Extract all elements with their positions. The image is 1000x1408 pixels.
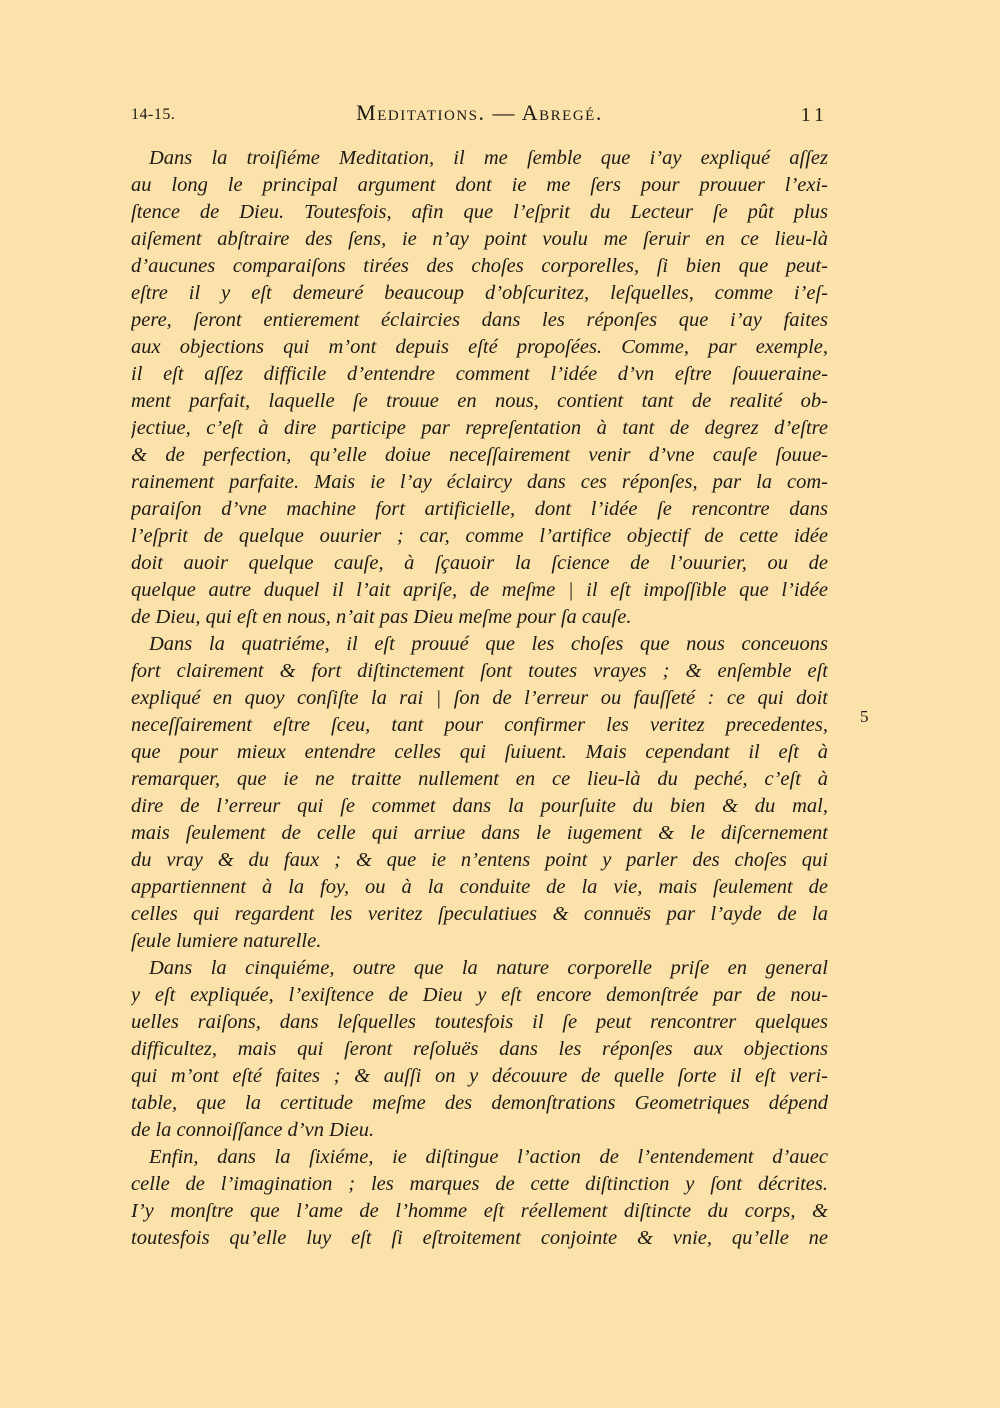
text-line: celles qui regardent les veritez ſpeculatiues & connuës par l’ayde de la <box>131 903 828 925</box>
page-range: 14-15. <box>131 106 176 123</box>
running-title: Meditations. — Abregé. <box>356 100 603 125</box>
text-line: doit auoir quelque cauſe, à ſçauoir la ſcience de l’ouurier, ou de <box>131 552 828 574</box>
text-line: remarquer, que ie ne traitte nullement en ce lieu-là du peché, c’eſt à <box>131 768 828 790</box>
text-line: il eſt aſſez difficile d’entendre comment l’idée d’vn eſtre ſouueraine- <box>131 363 828 385</box>
text-line: rainement parfaite. Mais ie l’ay éclaircy dans ces réponſes, par la com- <box>131 471 828 493</box>
text-line: pere, ſeront entierement éclaircies dans les réponſes que i’ay faites <box>131 309 828 331</box>
text-line: quelque autre duquel il l’ait apriſe, de meſme | il eſt impoſſible que l’idée <box>131 579 828 601</box>
page-number: 11 <box>800 104 828 126</box>
text-line: toutesfois qu’elle luy eſt ſi eſtroitement conjointe & vnie, qu’elle ne <box>131 1227 828 1249</box>
text-line: Enfin, dans la ſixiéme, ie diſtingue l’action de l’entendement d’auec <box>149 1146 828 1168</box>
text-line: difficultez, mais qui ſeront reſoluës dans les réponſes aux objections <box>131 1038 828 1060</box>
text-line: Dans la troiſiéme Meditation, il me ſemble que i’ay expliqué aſſez <box>149 147 828 169</box>
text-line: fort clairement & fort diſtinctement ſont toutes vrayes ; & enſemble eſt <box>131 660 828 682</box>
text-line: table, que la certitude meſme des demonſtrations Geometriques dépend <box>131 1092 828 1114</box>
text-line: l’eſprit de quelque ouurier ; car, comme l’artifice objectif de cette idée <box>131 525 828 547</box>
text-line: Dans la quatriéme, il eſt prouué que les choſes que nous conceuons <box>149 633 828 655</box>
text-line: que pour mieux entendre celles qui ſuiuent. Mais cependant il eſt à <box>131 741 828 763</box>
text-line: dire de l’erreur qui ſe commet dans la pourſuite du bien & du mal, <box>131 795 828 817</box>
body-text <box>131 145 828 1252</box>
text-line: de la connoiſſance d’vn Dieu. <box>131 1119 375 1141</box>
text-line: d’aucunes comparaiſons tirées des choſes corporelles, ſi bien que peut- <box>131 255 828 277</box>
text-line: & de perfection, qu’elle doiue neceſſairement venir d’vne cauſe ſouue- <box>131 444 828 466</box>
margin-line-number: 5 <box>860 707 869 726</box>
text-line: aux objections qui m’ont depuis eſté propoſées. Comme, par exemple, <box>131 336 828 358</box>
text-line: qui m’ont eſté faites ; & auſſi on y découure de quelle ſorte il eſt veri- <box>131 1065 828 1087</box>
text-line: paraiſon d’vne machine fort artificielle, dont l’idée ſe rencontre dans <box>131 498 828 520</box>
text-line: I’y monſtre que l’ame de l’homme eſt réellement diſtincte du corps, & <box>131 1200 828 1222</box>
text-line: ment parfait, laquelle ſe trouue en nous, contient tant de realité ob- <box>131 390 828 412</box>
text-line: neceſſairement eſtre ſceu, tant pour confirmer les veritez precedentes, <box>131 714 828 736</box>
text-line: celle de l’imagination ; les marques de cette diſtinction y ſont décrites. <box>131 1173 828 1195</box>
text-line: jectiue, c’eſt à dire participe par repreſentation à tant de degrez d’eſtre <box>131 417 828 439</box>
text-line: appartiennent à la foy, ou à la conduite de la vie, mais ſeulement de <box>131 876 828 898</box>
text-line: ſtence de Dieu. Toutesfois, afin que l’eſprit du Lecteur ſe pût plus <box>131 201 828 223</box>
text-line: mais ſeulement de celle qui arriue dans le iugement & le diſcernement <box>131 822 828 844</box>
text-line: aiſement abſtraire des ſens, ie n’ay point voulu me ſeruir en ce lieu-là <box>131 228 828 250</box>
page-header <box>131 100 828 134</box>
text-line: y eſt expliquée, l’exiſtence de Dieu y eſt encore demonſtrée par de nou- <box>131 984 828 1006</box>
text-line: du vray & du faux ; & que ie n’entens point y parler des choſes qui <box>131 849 828 871</box>
text-line: au long le principal argument dont ie me ſers pour prouuer l’exi- <box>131 174 828 196</box>
text-line: eſtre il y eſt demeuré beaucoup d’obſcuritez, leſquelles, comme i’eſ- <box>131 282 828 304</box>
text-line: uelles raiſons, dans leſquelles toutesfois il ſe peut rencontrer quelques <box>131 1011 828 1033</box>
text-line: Dans la cinquiéme, outre que la nature corporelle priſe en general <box>149 957 828 979</box>
text-line: ſeule lumiere naturelle. <box>131 930 322 952</box>
text-line: de Dieu, qui eſt en nous, n’ait pas Dieu meſme pour ſa cauſe. <box>131 606 632 628</box>
text-line: expliqué en quoy conſiſte la rai | ſon de l’erreur ou fauſſeté : ce qui doit <box>131 687 828 709</box>
